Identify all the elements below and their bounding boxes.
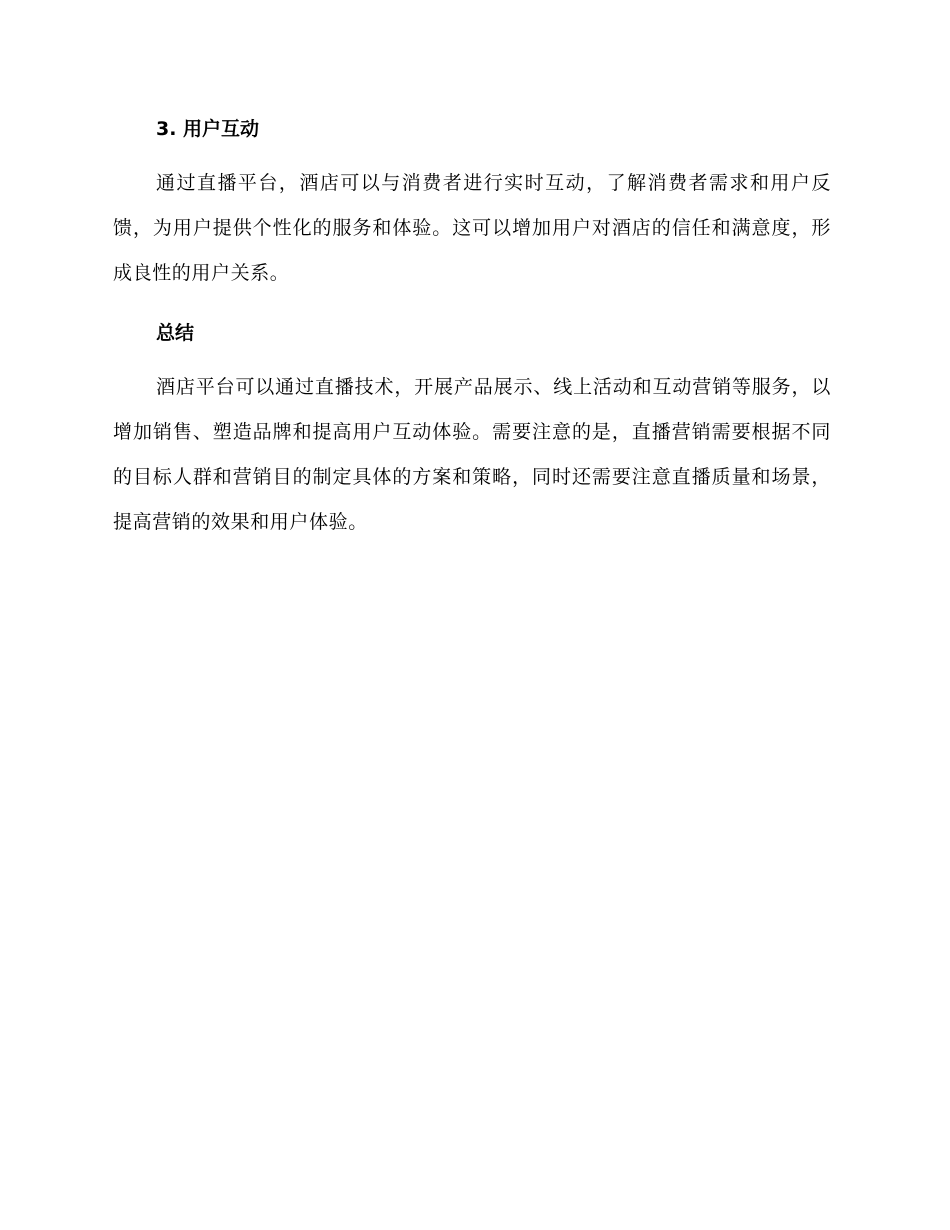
section-heading: 3. 用户互动 — [156, 118, 260, 140]
section-paragraph: 通过直播平台，酒店可以与消费者进行实时互动，了解消费者需求和用户反馈，为用户提供个性化的服务和体验。这可以增加用户对酒店的信任和满意度，形成良性的用户关系。 — [113, 172, 831, 284]
summary-heading: 总结 — [156, 322, 195, 344]
document-body — [113, 108, 831, 545]
summary-paragraph: 酒店平台可以通过直播技术，开展产品展示、线上活动和互动营销等服务，以增加销售、塑造品牌和提高用户互动体验。需要注意的是，直播营销需要根据不同的目标人群和营销目的制定具体的方案和策略，同时还需要注意直播质量和场景，提高营销的效果和用户体验。 — [113, 376, 831, 533]
